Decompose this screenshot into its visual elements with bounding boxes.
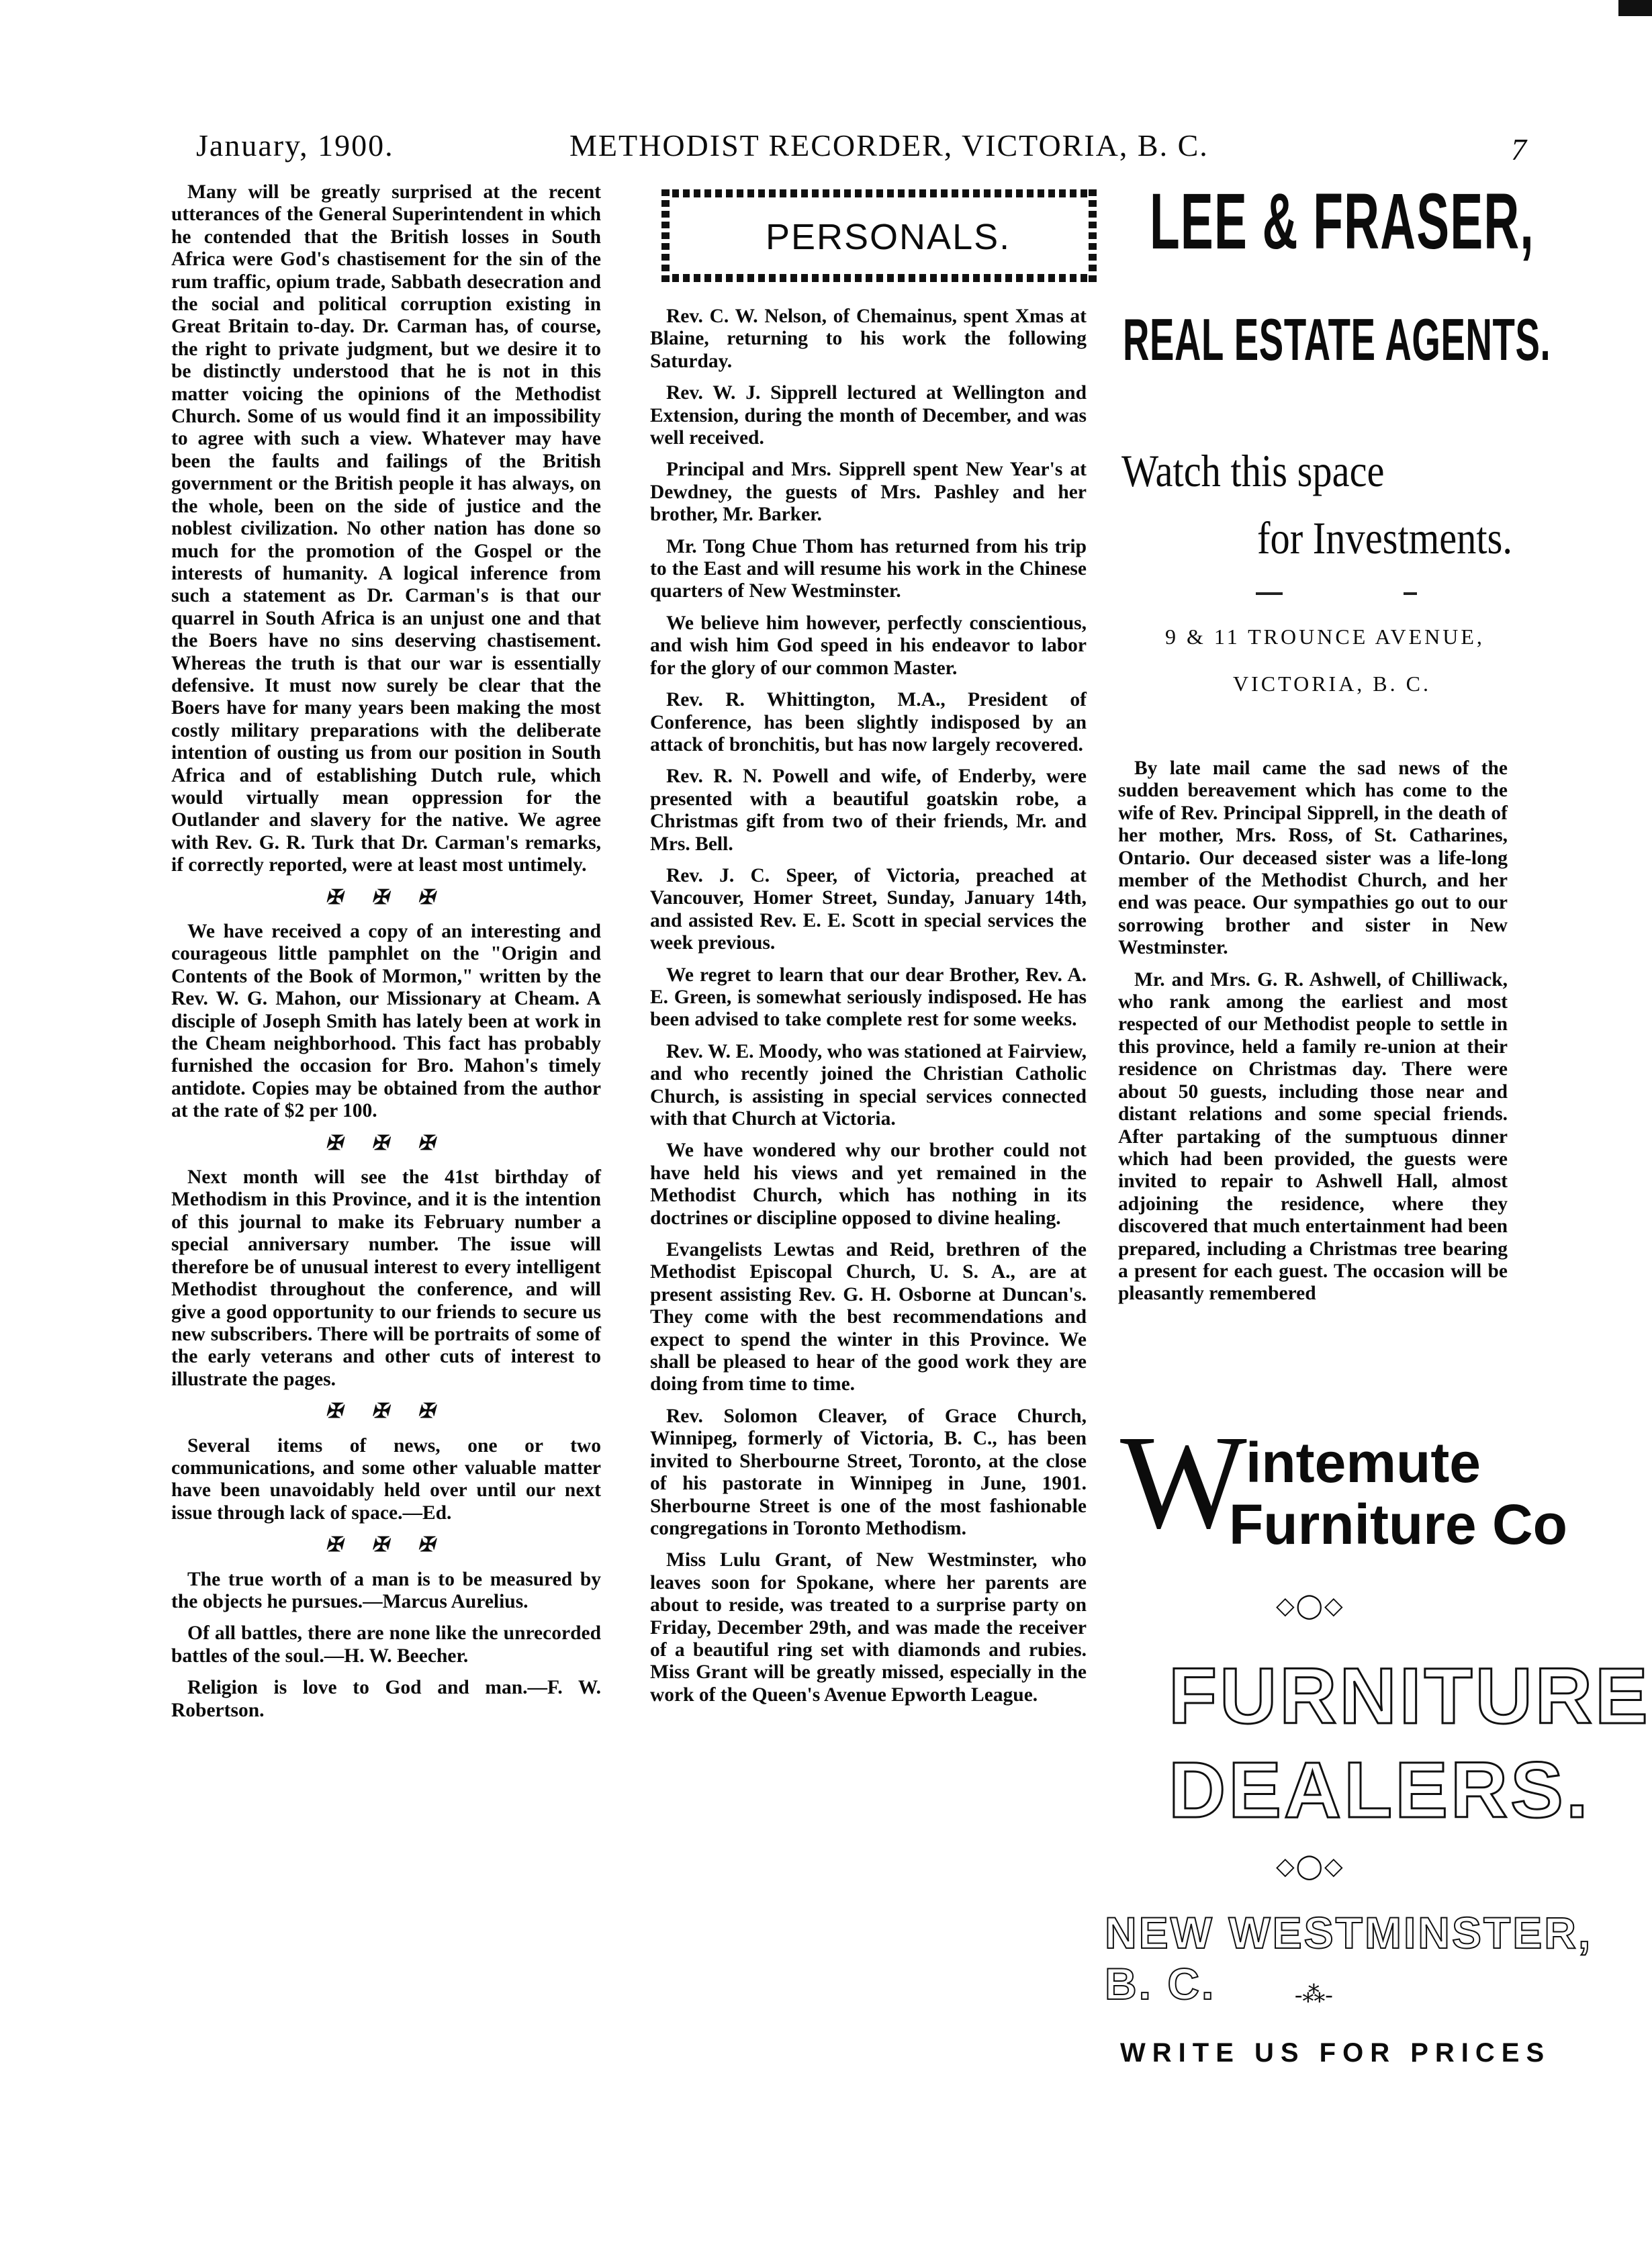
wintemute-initial: W (1120, 1408, 1247, 1557)
editorial-paragraph: Several items of news, one or two communications, and some other valuable matter have been unavoidably held over until our next issue through lack of space.—Ed. (171, 1434, 601, 1524)
page-edge-shadow (1618, 0, 1652, 16)
wintemute-city: NEW WESTMINSTER, B. C. (1105, 1908, 1593, 2009)
dingbat-icon: -⁂- (1295, 1982, 1333, 2007)
ad-dash (1404, 592, 1417, 595)
personals-border-right (1089, 189, 1097, 282)
wintemute-name: intemute (1246, 1431, 1481, 1494)
personal-item: Rev. C. W. Nelson, of Chemainus, spent Xmas at Blaine, returning to his work the following Saturday. (650, 306, 1087, 372)
lee-fraser-city: VICTORIA, B. C. (1233, 672, 1431, 696)
editorial-paragraph: We have received a copy of an interesting and courageous little pamphlet on the "Origin and Contents of the Book of Mormon," written by the Rev. W. G. Mahon, our Missionary at Cheam. A disciple of Joseph Smith has lately been at work in the Cheam neighborhood. This fact has probably furnished the occasion for Bro. Mahon's timely antidote. Copies may be obtained from the author at the rate of $2 per 100. (171, 921, 601, 1122)
personal-item: We believe him however, perfectly conscientious, and wish him God speed in his endeavor to labor for the glory of our common Master. (650, 612, 1087, 679)
personal-item: Rev. W. J. Sipprell lectured at Wellington and Extension, during the month of December, and was well received. (650, 382, 1087, 449)
right-column-news (1118, 757, 1508, 1315)
furniture-dealers-line-2: DEALERS. (1168, 1746, 1591, 1835)
write-for-prices: WRITE US FOR PRICES (1120, 2038, 1551, 2068)
editorial-paragraph: Many will be greatly surprised at the recent utterances of the General Superintendent in which he contended that the British losses in South Africa were God's chastisement for the sin of the rum traffic, opium trade, Sabbath desecration and the social and political corruption existing in Great Britain to-day. Dr. Carman has, of course, the right to private judgment, but we desire it to be distinctly understood that he is not in this matter voicing the opinions of the Methodist Church. Some of us would find it an impossibility to agree with such a view. Whatever may have been the faults and failings of the British government or the British people it has always, on the whole, been on the side of justice and the noblest civilization. No other nation has done so much for the promotion of the Gospel or the interests of humanity. A logical inference from such a statement as Dr. Carman's is that our quarrel in South Africa is an unjust one and that the Boers have no sins deserving chastisement. Whereas the truth is that our war is essentially defensive. It must now surely be clear that the Boers have for many years been making the most costly military preparations with the deliberate intention of ousting us from our position in South Africa and of establishing Dutch rule, which would virtually mean oppression for the Outlander and slavery for the native. We agree with Rev. G. R. Turk that Dr. Carman's remarks, if correctly reported, were at least most untimely. (171, 181, 601, 876)
ad-dash (1256, 592, 1283, 595)
news-paragraph: Mr. and Mrs. G. R. Ashwell, of Chilliwack, who rank among the earliest and most respected of our Methodist people to settle in this province, held a family re-union at their residence on Christmas day. There were about 50 guests, including those near and distant relations and some special friends. After partaking of the sumptuous dinner which had been provided, the guests were invited to repair to Ashwell Hall, almost adjoining the residence, where they discovered that much entertainment had been prepared, including a Christmas tree bearing a present for each guest. The occasion will be pleasantly remembered (1118, 968, 1508, 1305)
personal-item: Principal and Mrs. Sipprell spent New Year's at Dewdney, the guests of Mrs. Pashley and her brother, Mr. Barker. (650, 459, 1087, 526)
quote-paragraph: Religion is love to God and man.—F. W. Robertson. (171, 1677, 601, 1721)
issue-date: January, 1900. (196, 128, 394, 163)
section-separator: ✠ ✠ ✠ (325, 1534, 447, 1557)
quote-paragraph: The true worth of a man is to be measured by the objects he pursues.—Marcus Aurelius. (171, 1568, 601, 1612)
furniture-dealers-line-1: FURNITURE (1168, 1652, 1651, 1741)
personals-column (650, 306, 1087, 1716)
personal-item: We have wondered why our brother could not have held his views and yet remained in the Methodist Church, which has nothing in its doctrines or discipline opposed to divine healing. (650, 1140, 1087, 1229)
personal-item: Rev. Solomon Cleaver, of Grace Church, Winnipeg, formerly of Victoria, B. C., has been invited to Sherbourne Street, Toronto, at the close of his pastorate in Winnipeg in June, 1901. Sherbourne Street is one of the most fashionable congregations in Toronto Methodism. (650, 1405, 1087, 1539)
personal-item: Mr. Tong Chue Thom has returned from his trip to the East and will resume his work in the Chinese quarters of New Westminster. (650, 535, 1087, 602)
watch-space-line-2: for Investments. (1257, 512, 1513, 563)
lee-fraser-subtitle: REAL ESTATE AGENTS. (1123, 306, 1551, 373)
personals-border-bottom (661, 274, 1097, 282)
personal-item: Rev. R. Whittington, M.A., President of Conference, has been slightly indisposed by an attack of bronchitis, but has now largely recovered. (650, 689, 1087, 755)
section-separator: ✠ ✠ ✠ (325, 1400, 447, 1423)
personal-item: Evangelists Lewtas and Reid, brethren of the Methodist Episcopal Church, U. S. A., are at present assisting Rev. G. H. Osborne at Duncan's. They come with the best recommendations and expect to spend the winter in this Province. We shall be pleased to hear of the good work they are doing from time to time. (650, 1239, 1087, 1395)
personals-border-left (661, 189, 670, 282)
watch-space-line-1: Watch this space (1121, 445, 1385, 496)
lee-fraser-name: LEE & FRASER, (1150, 177, 1535, 266)
personals-border-top (661, 189, 1097, 197)
ornament-icon: ◇◯◇ (1276, 1592, 1344, 1619)
section-separator: ✠ ✠ ✠ (325, 886, 447, 909)
wintemute-furniture-co: Furniture Co (1229, 1493, 1567, 1556)
lee-fraser-address: 9 & 11 TROUNCE AVENUE, (1165, 625, 1485, 649)
personal-item: Rev. W. E. Moody, who was stationed at Fairview, and who recently joined the Christian Catholic Church, is assisting in special services connected with that Church at Victoria. (650, 1040, 1087, 1130)
personals-heading: PERSONALS. (766, 217, 1011, 257)
quote-paragraph: Of all battles, there are none like the unrecorded battles of the soul.—H. W. Beecher. (171, 1622, 601, 1667)
page-number: 7 (1511, 132, 1528, 167)
personal-item: Rev. J. C. Speer, of Victoria, preached at Vancouver, Homer Street, Sunday, January 14th, and assisted Rev. E. E. Scott in special services the week previous. (650, 864, 1087, 954)
editorial-paragraph: Next month will see the 41st birthday of Methodism in this Province, and it is the intention of this journal to make its February number a special anniversary number. The issue will therefore be of unusual interest to every intelligent Methodist throughout the conference, and will give a good opportunity to our friends to secure us new subscribers. There will be portraits of some of the early veterans and other cuts of interest to illustrate the pages. (171, 1166, 601, 1390)
section-separator: ✠ ✠ ✠ (325, 1132, 447, 1154)
news-paragraph: By late mail came the sad news of the sudden bereavement which has come to the wife of Rev. Principal Sipprell, in the death of her mother, Mrs. Ross, of St. Catharines, Ontario. Our deceased sister was a life-long member of the Methodist Church, and her end was peace. Our sympathies go out to our sorrowing brother and sister in New Westminster. (1118, 757, 1508, 959)
personal-item: We regret to learn that our dear Brother, Rev. A. E. Green, is somewhat seriously indisposed. He has been advised to take complete rest for some weeks. (650, 964, 1087, 1031)
personal-item: Miss Lulu Grant, of New Westminster, who leaves soon for Spokane, where her parents are about to reside, was treated to a surprise party on Friday, December 29th, and was made the receiver of a beautiful ring set with diamonds and rubies. Miss Grant will be greatly missed, especially in the work of the Queen's Avenue Epworth League. (650, 1549, 1087, 1706)
newspaper-title: METHODIST RECORDER, VICTORIA, B. C. (569, 128, 1209, 163)
left-column (171, 181, 601, 1731)
ornament-icon: ◇◯◇ (1276, 1853, 1344, 1880)
personal-item: Rev. R. N. Powell and wife, of Enderby, were presented with a beautiful goatskin robe, a Christmas gift from two of their friends, Mr. and Mrs. Bell. (650, 766, 1087, 855)
